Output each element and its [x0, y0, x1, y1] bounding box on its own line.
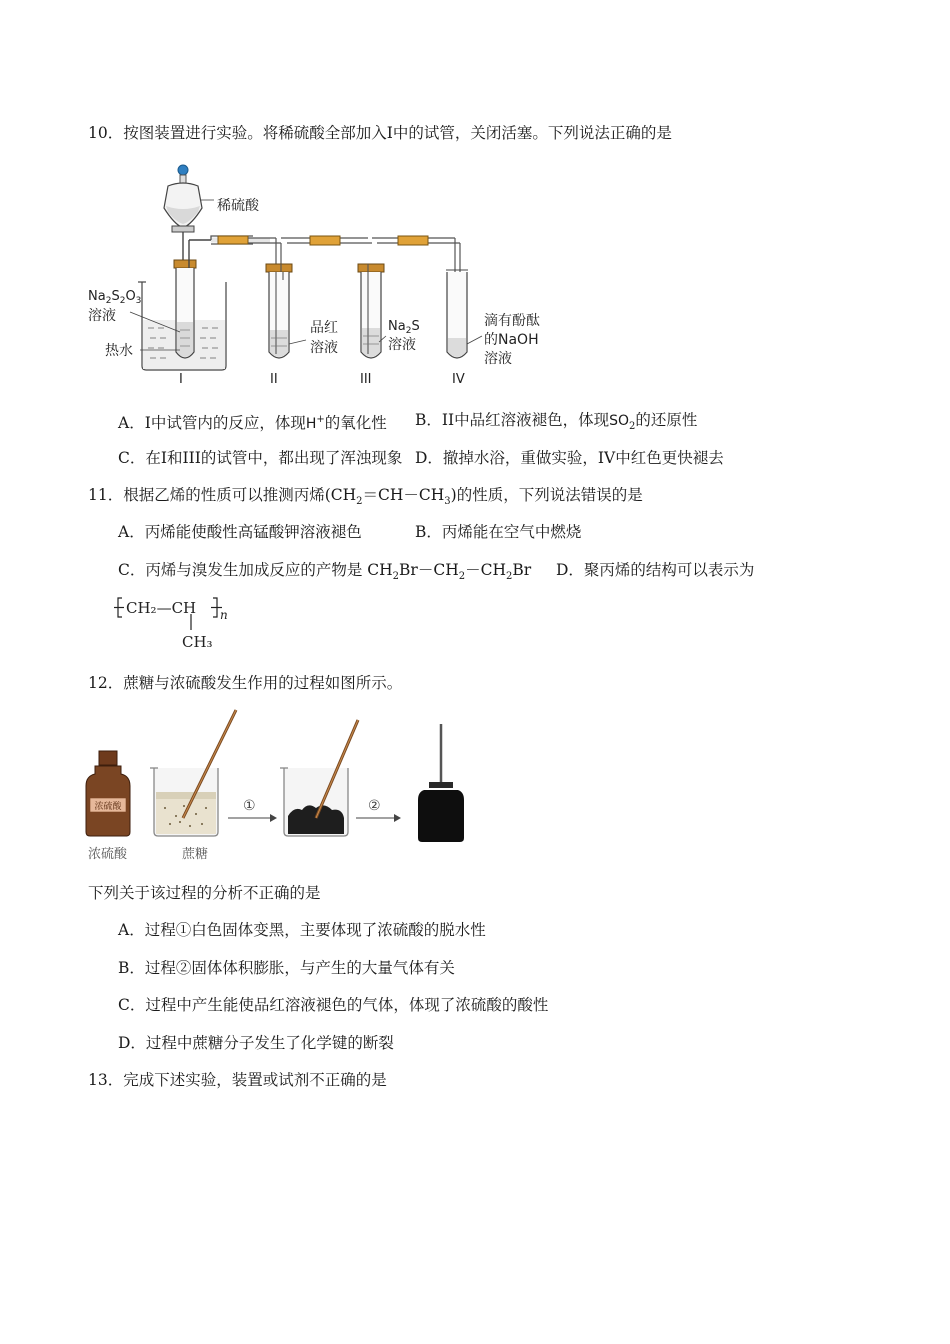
- rubber-joint-1: [218, 236, 248, 244]
- beaker-caption: 蔗糖: [182, 847, 209, 862]
- q12-question: 下列关于该过程的分析不正确的是: [88, 884, 321, 902]
- q11-option-a: A．丙烯能使酸性高锰酸钾溶液褪色: [118, 523, 362, 541]
- stopcock-icon: [172, 226, 194, 232]
- hot-water-label: 热水: [105, 343, 133, 359]
- bottle-cap: [99, 751, 117, 765]
- svg-text:品红: 品红: [310, 320, 338, 336]
- polypropylene-structure: [112, 593, 242, 659]
- q11-option-d: D．聚丙烯的结构可以表示为: [556, 561, 755, 579]
- q11-option-b: B．丙烯能在空气中燃烧: [415, 523, 582, 541]
- svg-text:Na2S2O3: $Na_2S_2O_3$: [88, 289, 142, 306]
- bottle-caption: 浓硫酸: [88, 847, 128, 862]
- tube-II-label: II: [270, 372, 278, 387]
- svg-text:Na2S: $Na_2S$: [388, 319, 420, 336]
- rubber-joint-3: [398, 236, 428, 245]
- tube-IV-label: IV: [452, 372, 465, 387]
- bottle-tag: 浓硫酸: [94, 802, 122, 812]
- tube-I-stopper: [174, 260, 196, 268]
- svg-text:CH₂—CH: CH₂—CH: [126, 599, 197, 617]
- black-carbon-column: [418, 790, 464, 842]
- arrow-2-icon: [394, 814, 401, 822]
- step-1-label: ①: [243, 798, 256, 814]
- tube-II-stopper: [266, 264, 292, 272]
- tube-III-label: III: [360, 372, 372, 387]
- q12-option-d: D．过程中蔗糖分子发生了化学键的断裂: [118, 1034, 394, 1052]
- funnel-stopper-icon: [178, 165, 188, 175]
- q10-option-c: C．在I和III的试管中，都出现了浑浊现象: [118, 449, 403, 467]
- q11-stem: 11．根据乙烯的性质可以推测丙烯$(CH_2=CH-CH_3)$的性质，下列说法错误的是: [88, 486, 643, 508]
- q11-option-c: C．丙烯与溴发生加成反应的产物是 $CH_2Br-CH_2-CH_2Br$: [118, 561, 532, 583]
- q12-option-c: C．过程中产生能使品红溶液褪色的气体，体现了浓硫酸的酸性: [118, 996, 549, 1014]
- arrow-1-icon: [270, 814, 277, 822]
- q10-apparatus-figure: [80, 160, 580, 396]
- svg-text:溶液: 溶液: [310, 340, 338, 356]
- q12-sugar-figure: [80, 706, 480, 870]
- q10-option-b: B．II中品红溶液褪色，体现$SO_2$的还原性: [415, 411, 698, 433]
- rubber-joint-2: [310, 236, 340, 245]
- svg-text:溶液: 溶液: [88, 308, 116, 324]
- svg-text:的NaOH: 的NaOH: [484, 332, 539, 348]
- svg-text:溶液: 溶液: [388, 337, 416, 353]
- q10-option-a: A．I中试管内的反应，体现H+的氧化性: [118, 414, 387, 433]
- q10-option-d: D．撤掉水浴，重做实验，IV中红色更快褪去: [415, 449, 724, 467]
- svg-text:滴有酚酞: 滴有酚酞: [484, 313, 540, 329]
- q13-stem: 13．完成下述实验，装置或试剂不正确的是: [88, 1071, 387, 1089]
- step-2-label: ②: [368, 798, 381, 814]
- tube-I-label: I: [179, 372, 183, 387]
- q12-option-a: A．过程①白色固体变黑，主要体现了浓硫酸的脱水性: [118, 921, 486, 939]
- svg-text:n: n: [220, 608, 228, 622]
- svg-text:CH₃: CH₃: [182, 633, 213, 651]
- q12-option-b: B．过程②固体体积膨胀，与产生的大量气体有关: [118, 959, 455, 977]
- acid-label: 稀硫酸: [217, 198, 259, 214]
- tube-III-stopper: [358, 264, 384, 272]
- q12-stem: 12．蔗糖与浓硫酸发生作用的过程如图所示。: [88, 674, 403, 692]
- q10-stem: 10．按图装置进行实验。将稀硫酸全部加入I中的试管，关闭活塞。下列说法正确的是: [88, 124, 672, 142]
- svg-text:溶液: 溶液: [484, 351, 512, 367]
